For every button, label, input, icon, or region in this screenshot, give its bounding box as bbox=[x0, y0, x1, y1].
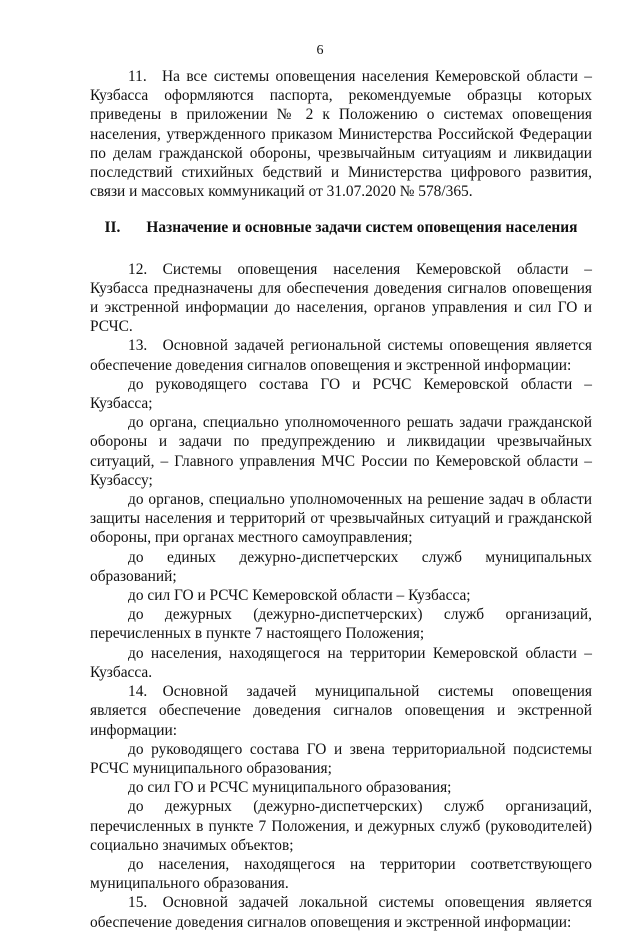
list-item: до дежурных (дежурно-диспетчерских) служб организаций, перечисленных в пункте 7 Положения, и дежурных служб (руководителей) социально значимых объектов; bbox=[90, 798, 592, 854]
document-body bbox=[90, 67, 592, 932]
list-item: до дежурных (дежурно-диспетчерских) служб организаций, перечисленных в пункте 7 настоящего Положения; bbox=[90, 606, 592, 643]
paragraph-14: 14. Основной задачей муниципальной системы оповещения является обеспечение доведения сигналов оповещения и экстренной информации: bbox=[90, 683, 592, 739]
section-title: Назначение и основные задачи систем оповещения населения bbox=[146, 219, 578, 237]
list-item: до населения, находящегося на территории Кемеровской области – Кузбасса. bbox=[90, 644, 592, 681]
paragraph-13: 13. Основной задачей региональной системы оповещения является обеспечение доведения сигналов оповещения и экстренной информации: bbox=[90, 337, 592, 374]
paragraph-15: 15. Основной задачей локальной системы оповещения является обеспечение доведения сигналов оповещения и экстренной информации: bbox=[90, 894, 592, 931]
list-item: до сил ГО и РСЧС муниципального образования; bbox=[128, 779, 452, 797]
list-item: до единых дежурно-диспетчерских служб муниципальных образований; bbox=[90, 548, 592, 585]
paragraph-11: 11. На все системы оповещения населения Кемеровской области – Кузбасса оформляются паспорта, рекомендуемые образцы которых приведены в приложении № 2 к Положению о системах оповещения населения, утвержденного приказом Министерства Российской Федерации по делам гражданской обороны, чрезвычайным ситуациям и ликвидации последствий стихийных бедствий и Министерства цифрового развития, связи и массовых коммуникаций от 31.07.2020 № 578/365. bbox=[90, 68, 592, 201]
section-heading bbox=[90, 218, 592, 237]
list-item: до органов, специально уполномоченных на решение задач в области защиты населения и территорий от чрезвычайных ситуаций и гражданской обороны, при органах местного самоуправления; bbox=[90, 491, 592, 547]
list-item: до органа, специально уполномоченного решать задачи гражданской обороны и задачи по предупреждению и ликвидации чрезвычайных ситуаций, – Главного управления МЧС России по Кемеровской области – Кузбассу; bbox=[90, 414, 592, 489]
list-item: до руководящего состава ГО и звена территориальной подсистемы РСЧС муниципального образования; bbox=[90, 740, 592, 777]
list-item: до руководящего состава ГО и РСЧС Кемеровской области – Кузбасса; bbox=[90, 375, 592, 413]
section-number: II. bbox=[104, 219, 121, 237]
paragraph-12: 12. Системы оповещения населения Кемеровской области – Кузбасса предназначены для обеспечения доведения сигналов оповещения и экстренной информации до населения, органов управления и сил ГО и РСЧС. bbox=[90, 260, 592, 336]
page-number: 6 bbox=[316, 43, 324, 58]
list-item: до населения, находящегося на территории соответствующего муниципального образования. bbox=[90, 855, 592, 893]
list-item: до сил ГО и РСЧС Кемеровской области – Кузбасса; bbox=[128, 587, 471, 605]
